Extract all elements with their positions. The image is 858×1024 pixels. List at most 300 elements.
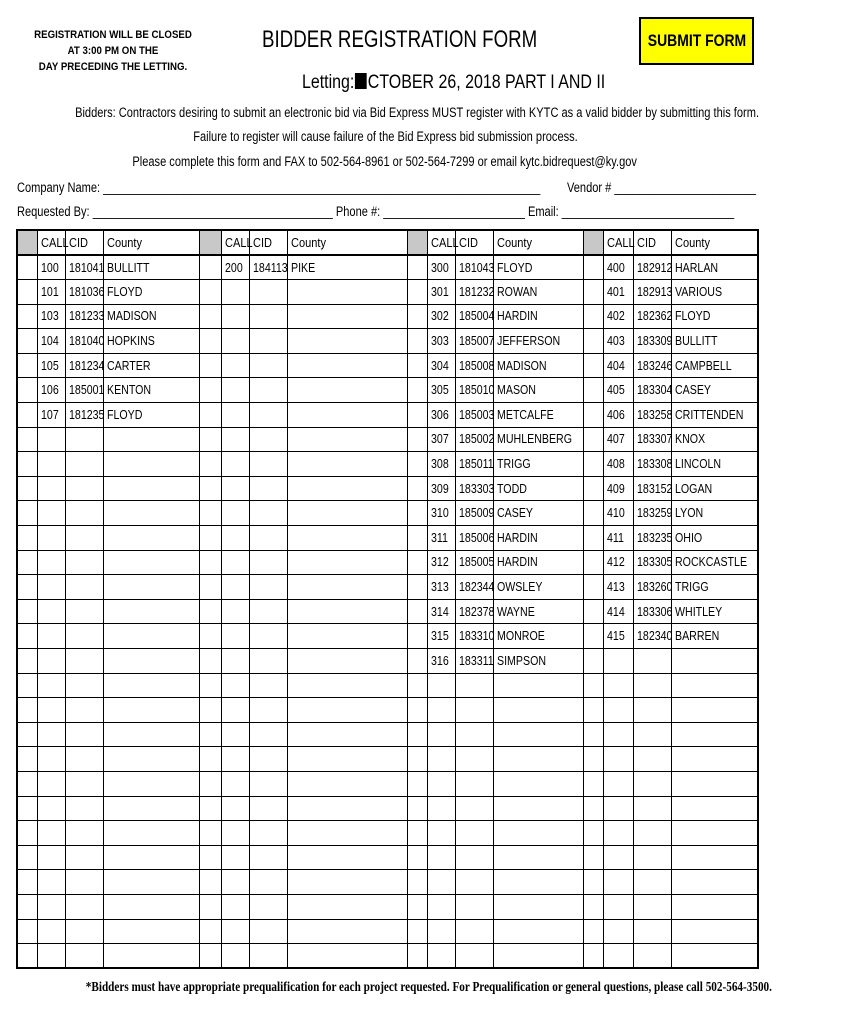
empty-cell [65, 845, 103, 870]
cid-cell [65, 378, 103, 403]
empty-cell [221, 526, 249, 551]
county-cell [493, 280, 583, 305]
select-box[interactable] [199, 845, 221, 870]
select-box[interactable] [199, 771, 221, 796]
select-box[interactable] [583, 673, 603, 698]
column-header-county-text: County [106, 235, 142, 250]
select-box[interactable] [583, 771, 603, 796]
select-box[interactable] [407, 599, 427, 624]
call-cell-text: 404 [606, 358, 625, 373]
county-cell-text: KENTON [106, 383, 151, 398]
select-box[interactable] [199, 378, 221, 403]
select-box[interactable] [199, 894, 221, 919]
select-box[interactable] [407, 771, 427, 796]
select-box[interactable] [583, 845, 603, 870]
select-box[interactable] [199, 698, 221, 723]
empty-cell [65, 649, 103, 674]
call-cell [427, 452, 455, 477]
company-name-field[interactable]: Company Name: _______________________________________________________________________ [17, 180, 541, 195]
empty-cell [249, 870, 287, 895]
table-row [17, 304, 758, 329]
empty-cell [427, 673, 455, 698]
cid-cell-text: 183304 [636, 383, 672, 398]
call-cell-text: 402 [606, 309, 625, 324]
select-box[interactable] [583, 476, 603, 501]
select-box[interactable] [17, 821, 37, 846]
select-box[interactable] [199, 870, 221, 895]
select-box[interactable] [583, 894, 603, 919]
select-box[interactable] [407, 722, 427, 747]
cid-cell [455, 501, 493, 526]
select-box[interactable] [583, 599, 603, 624]
select-box[interactable] [583, 821, 603, 846]
call-cell-text: 309 [430, 481, 449, 496]
select-box[interactable] [407, 796, 427, 821]
call-cell [603, 304, 633, 329]
empty-cell [287, 476, 407, 501]
select-box[interactable] [583, 452, 603, 477]
county-cell [671, 255, 758, 280]
select-box[interactable] [199, 353, 221, 378]
select-box[interactable] [17, 673, 37, 698]
call-cell [37, 329, 65, 354]
select-box[interactable] [17, 526, 37, 551]
checkbox-column-header [407, 230, 427, 255]
call-cell [603, 476, 633, 501]
empty-cell [287, 845, 407, 870]
select-box[interactable] [17, 771, 37, 796]
cid-cell-text: 183152 [636, 481, 672, 496]
table-row [17, 255, 758, 280]
select-box[interactable] [583, 304, 603, 329]
select-box[interactable] [17, 501, 37, 526]
select-box[interactable] [583, 526, 603, 551]
call-cell [427, 329, 455, 354]
select-box[interactable] [407, 501, 427, 526]
cid-cell-text: 182340 [636, 629, 672, 644]
empty-cell [427, 796, 455, 821]
county-cell [493, 501, 583, 526]
select-box[interactable] [407, 821, 427, 846]
empty-cell [65, 452, 103, 477]
select-box[interactable] [407, 353, 427, 378]
select-box[interactable] [583, 649, 603, 674]
select-box[interactable] [17, 649, 37, 674]
select-box[interactable] [583, 796, 603, 821]
cid-cell-text: 183258 [636, 407, 672, 422]
empty-cell [221, 624, 249, 649]
notice-line: REGISTRATION WILL BE CLOSED [34, 29, 192, 41]
select-box[interactable] [199, 919, 221, 944]
select-box[interactable] [199, 796, 221, 821]
select-box[interactable] [17, 722, 37, 747]
county-cell-text: PIKE [290, 260, 315, 275]
empty-cell [65, 944, 103, 969]
table-row [17, 476, 758, 501]
cid-cell-text: 185006 [458, 530, 494, 545]
empty-cell [65, 771, 103, 796]
cid-cell-text: 181234 [68, 358, 104, 373]
empty-cell [37, 673, 65, 698]
select-box[interactable] [199, 255, 221, 280]
select-box[interactable] [407, 329, 427, 354]
select-box[interactable] [407, 526, 427, 551]
cid-cell [633, 304, 671, 329]
cid-cell-text: 183311 [458, 653, 494, 668]
select-box[interactable] [407, 919, 427, 944]
empty-cell [103, 575, 199, 600]
select-box[interactable] [407, 403, 427, 428]
call-cell-text: 103 [40, 309, 59, 324]
empty-cell [633, 894, 671, 919]
empty-cell [37, 747, 65, 772]
select-box[interactable] [199, 427, 221, 452]
call-cell [427, 649, 455, 674]
select-box[interactable] [17, 329, 37, 354]
cid-cell-text: 182378 [458, 604, 494, 619]
select-box[interactable] [199, 722, 221, 747]
select-box[interactable] [17, 476, 37, 501]
empty-cell [103, 722, 199, 747]
column-header-call [221, 230, 253, 255]
closing-notice [29, 27, 196, 75]
select-box[interactable] [583, 624, 603, 649]
empty-cell [103, 698, 199, 723]
select-box[interactable] [407, 747, 427, 772]
select-box[interactable] [407, 698, 427, 723]
cid-cell-text: 183305 [636, 555, 672, 570]
cid-cell-text: 181036 [68, 284, 104, 299]
empty-cell [633, 944, 671, 969]
call-cell-text: 409 [606, 481, 625, 496]
select-box[interactable] [407, 550, 427, 575]
select-box[interactable] [407, 870, 427, 895]
empty-cell [103, 550, 199, 575]
select-box[interactable] [583, 403, 603, 428]
table-row [17, 599, 758, 624]
select-box[interactable] [583, 919, 603, 944]
county-cell [103, 280, 199, 305]
select-box[interactable] [407, 845, 427, 870]
call-cell-text: 415 [606, 629, 625, 644]
select-box[interactable] [407, 575, 427, 600]
select-box[interactable] [407, 255, 427, 280]
submit-form-button[interactable] [639, 17, 754, 65]
select-box[interactable] [17, 280, 37, 305]
cid-cell [455, 550, 493, 575]
select-box[interactable] [17, 624, 37, 649]
cid-cell [455, 280, 493, 305]
select-box[interactable] [199, 599, 221, 624]
empty-cell [671, 894, 758, 919]
empty-cell [633, 673, 671, 698]
select-box[interactable] [17, 575, 37, 600]
call-cell [603, 550, 633, 575]
select-box[interactable] [17, 894, 37, 919]
empty-cell [287, 649, 407, 674]
empty-cell [249, 722, 287, 747]
select-box[interactable] [17, 378, 37, 403]
empty-cell [287, 944, 407, 969]
select-box[interactable] [583, 698, 603, 723]
empty-cell [249, 624, 287, 649]
column-header-call [603, 230, 633, 255]
empty-cell [37, 870, 65, 895]
vendor-number-field[interactable]: Vendor # _______________________ [567, 180, 756, 195]
select-box[interactable] [583, 870, 603, 895]
select-box[interactable] [199, 452, 221, 477]
select-box[interactable] [17, 919, 37, 944]
select-box[interactable] [407, 427, 427, 452]
select-box[interactable] [199, 550, 221, 575]
column-header-cid-text: CID [68, 235, 88, 250]
call-cell-text: 307 [430, 432, 449, 447]
select-box[interactable] [17, 944, 37, 969]
select-box[interactable] [17, 845, 37, 870]
empty-cell [65, 722, 103, 747]
empty-cell [65, 919, 103, 944]
county-cell [671, 599, 758, 624]
select-box[interactable] [17, 599, 37, 624]
county-cell [103, 403, 199, 428]
select-box[interactable] [407, 280, 427, 305]
cid-cell-text: 185011 [458, 457, 494, 472]
empty-cell [249, 919, 287, 944]
county-cell [103, 329, 199, 354]
empty-cell [493, 698, 583, 723]
empty-cell [633, 771, 671, 796]
county-cell-text: MASON [496, 383, 536, 398]
empty-cell [603, 870, 633, 895]
notice-line: AT 3:00 PM ON THE [67, 45, 159, 57]
county-cell-text: CAMPBELL [674, 358, 732, 373]
empty-cell [249, 329, 287, 354]
empty-cell [65, 476, 103, 501]
empty-cell [249, 845, 287, 870]
county-cell-text: HARDIN [496, 555, 538, 570]
select-box[interactable] [583, 427, 603, 452]
select-box[interactable] [407, 624, 427, 649]
empty-cell [103, 845, 199, 870]
county-cell [103, 378, 199, 403]
select-box[interactable] [17, 403, 37, 428]
empty-cell [249, 747, 287, 772]
column-header-call-text: CALL [224, 235, 253, 250]
select-box[interactable] [17, 870, 37, 895]
county-cell [671, 403, 758, 428]
cid-cell-text: 182912 [636, 260, 672, 275]
empty-cell [221, 747, 249, 772]
empty-cell [221, 304, 249, 329]
select-box[interactable] [583, 550, 603, 575]
select-box[interactable] [199, 649, 221, 674]
select-box[interactable] [199, 280, 221, 305]
empty-cell [287, 329, 407, 354]
empty-cell [287, 526, 407, 551]
select-box[interactable] [583, 255, 603, 280]
select-box[interactable] [199, 501, 221, 526]
cid-cell-text: 181041 [68, 260, 104, 275]
empty-cell [603, 747, 633, 772]
select-box[interactable] [17, 747, 37, 772]
empty-cell [249, 526, 287, 551]
empty-cell [287, 427, 407, 452]
select-box[interactable] [407, 944, 427, 969]
select-box[interactable] [199, 821, 221, 846]
call-cell-text: 311 [430, 530, 448, 545]
select-box[interactable] [199, 476, 221, 501]
empty-cell [493, 845, 583, 870]
empty-cell [603, 722, 633, 747]
empty-cell [287, 821, 407, 846]
empty-cell [37, 624, 65, 649]
empty-cell [221, 329, 249, 354]
empty-cell [455, 821, 493, 846]
select-box[interactable] [199, 403, 221, 428]
empty-cell [287, 599, 407, 624]
county-cell-text: BULLITT [106, 260, 150, 275]
empty-cell [103, 747, 199, 772]
empty-cell [287, 452, 407, 477]
cid-cell [65, 329, 103, 354]
county-cell-text: JEFFERSON [496, 334, 560, 349]
cid-cell-text: 185008 [458, 358, 494, 373]
select-box[interactable] [407, 649, 427, 674]
cid-cell-text: 185009 [458, 506, 494, 521]
empty-cell [249, 796, 287, 821]
select-box[interactable] [583, 944, 603, 969]
cid-cell [455, 329, 493, 354]
select-box[interactable] [407, 476, 427, 501]
call-cell-text: 104 [40, 334, 59, 349]
call-cell-text: 314 [430, 604, 449, 619]
empty-cell [633, 870, 671, 895]
empty-cell [671, 944, 758, 969]
select-box[interactable] [17, 255, 37, 280]
select-box[interactable] [17, 304, 37, 329]
empty-cell [221, 796, 249, 821]
select-box[interactable] [17, 698, 37, 723]
cid-cell [633, 378, 671, 403]
empty-cell [603, 771, 633, 796]
select-box[interactable] [583, 722, 603, 747]
empty-cell [633, 796, 671, 821]
table-row [17, 796, 758, 821]
select-box[interactable] [583, 378, 603, 403]
table-header-row [17, 230, 758, 255]
call-cell [603, 624, 633, 649]
select-box[interactable] [199, 673, 221, 698]
select-box[interactable] [199, 575, 221, 600]
cid-cell [633, 403, 671, 428]
empty-cell [287, 550, 407, 575]
cid-cell-text: 182362 [636, 309, 672, 324]
select-box[interactable] [583, 280, 603, 305]
call-cell-text: 313 [430, 580, 449, 595]
call-cell [427, 255, 455, 280]
county-cell-text: VARIOUS [674, 284, 722, 299]
empty-cell [455, 771, 493, 796]
select-box[interactable] [199, 624, 221, 649]
requested-by-field[interactable]: Requested By: _______________________________________ Phone #: _______________________ Email: ____________________________ [17, 204, 735, 219]
select-box[interactable] [407, 304, 427, 329]
call-cell [603, 353, 633, 378]
call-cell [427, 476, 455, 501]
select-box[interactable] [17, 353, 37, 378]
cid-cell [65, 403, 103, 428]
call-cell [603, 452, 633, 477]
select-box[interactable] [17, 452, 37, 477]
empty-cell [65, 501, 103, 526]
empty-cell [249, 599, 287, 624]
empty-cell [287, 673, 407, 698]
select-box[interactable] [407, 452, 427, 477]
empty-cell [427, 894, 455, 919]
empty-cell [65, 673, 103, 698]
empty-cell [65, 698, 103, 723]
select-box[interactable] [583, 501, 603, 526]
select-box[interactable] [17, 427, 37, 452]
empty-cell [287, 624, 407, 649]
call-cell-text: 105 [40, 358, 59, 373]
county-cell-text: LYON [674, 506, 703, 521]
county-cell [103, 255, 199, 280]
cid-cell-text: 185007 [458, 334, 494, 349]
county-cell-text: ROCKCASTLE [674, 555, 747, 570]
empty-cell [287, 353, 407, 378]
select-box[interactable] [407, 378, 427, 403]
empty-cell [249, 378, 287, 403]
cid-cell-text: 182913 [636, 284, 672, 299]
select-box[interactable] [199, 526, 221, 551]
empty-cell [671, 870, 758, 895]
select-box[interactable] [199, 329, 221, 354]
select-box[interactable] [583, 329, 603, 354]
select-box[interactable] [583, 353, 603, 378]
select-box[interactable] [199, 747, 221, 772]
cid-cell [633, 624, 671, 649]
empty-cell [493, 771, 583, 796]
call-cell-text: 407 [606, 432, 625, 447]
call-cell [427, 550, 455, 575]
cid-cell [455, 599, 493, 624]
select-box[interactable] [407, 894, 427, 919]
empty-cell [221, 501, 249, 526]
projects-table [16, 229, 759, 969]
cid-cell [633, 476, 671, 501]
empty-cell [249, 452, 287, 477]
empty-cell [493, 747, 583, 772]
call-cell [603, 575, 633, 600]
call-cell-text: 412 [606, 555, 625, 570]
select-box[interactable] [583, 747, 603, 772]
cid-cell-text: 185001 [68, 383, 104, 398]
empty-cell [249, 575, 287, 600]
select-box[interactable] [199, 944, 221, 969]
empty-cell [65, 575, 103, 600]
cid-cell-text: 183306 [636, 604, 672, 619]
select-box[interactable] [199, 304, 221, 329]
select-box[interactable] [17, 796, 37, 821]
empty-cell [633, 919, 671, 944]
select-box[interactable] [407, 673, 427, 698]
cid-cell-text: 185004 [458, 309, 494, 324]
select-box[interactable] [17, 550, 37, 575]
empty-cell [249, 403, 287, 428]
column-header-cid-text: CID [252, 235, 272, 250]
call-cell-text: 312 [430, 555, 449, 570]
select-box[interactable] [583, 575, 603, 600]
